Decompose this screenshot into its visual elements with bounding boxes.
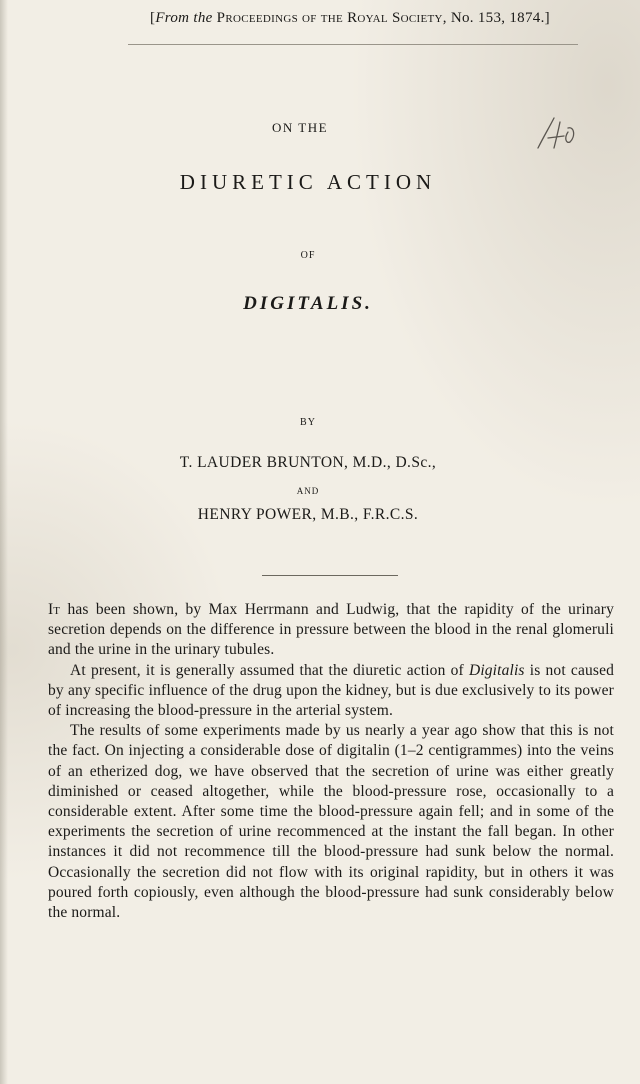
running-head-from: From the xyxy=(155,10,213,26)
paragraph-1 xyxy=(48,600,614,661)
of-label: OF xyxy=(300,250,316,261)
on-the-label: ON THE xyxy=(271,120,329,135)
paragraph-2-italic: Digitalis xyxy=(468,661,525,679)
paragraph-2-text-b: is not caused by any specific influence of the drug upon the kidney, but is due exclusively to its power of increasing the blood-pressure in the arterial system. xyxy=(48,661,614,720)
author-power: HENRY POWER, M.B., F.R.C.S. xyxy=(197,506,419,523)
paragraph-3: The results of some experiments made by us nearly a year ago show that this is not the fact. On injecting a considerable dose of digitalin (1–2 centigrammes) into the veins of an etherized dog, we have observed that the secretion of urine was either greatly diminished or ceased altogether, while the blood-pressure rose, occasionally to a considerable extent. After some time the blood-pressure again fell; and in some of the experiments the secretion of urine recommenced at the instant the fall began. In other instances it did not recommence till the blood-pressure had sunk below the normal. Occasionally the secretion did not flow with its original rapidity, but in others it was poured forth copiously, even although the blood-pressure had sunk considerably below the normal. xyxy=(48,722,614,922)
paragraph-2-text-a: At present, it is generally assumed that the diuretic action of xyxy=(70,661,469,679)
bracket-open: [ xyxy=(150,10,156,26)
paragraph-1-text: has been shown, by Max Herrmann and Ludwig, that the rapidity of the urinary secretion depends on the difference in pressure between the blood in the renal glomeruli and the urine in the urinary tubules. xyxy=(48,601,614,659)
running-head xyxy=(110,10,590,27)
handwritten-annotation xyxy=(530,108,580,158)
bracket-close: ] xyxy=(544,10,550,26)
paragraph-2 xyxy=(48,661,614,722)
and-label: AND xyxy=(296,486,320,496)
body-text xyxy=(48,600,614,923)
document-title: DIURETIC ACTION xyxy=(179,170,437,194)
paragraph-1-lead: It xyxy=(48,601,61,618)
header-rule xyxy=(128,44,578,45)
author-brunton: T. LAUDER BRUNTON, M.D., D.Sc., xyxy=(179,454,437,471)
running-head-issue: No. 153, 1874. xyxy=(450,10,545,26)
by-label: BY xyxy=(300,417,316,428)
page-edge-shadow xyxy=(0,0,8,1084)
separator-rule xyxy=(262,575,398,576)
running-head-source: Proceedings of the Royal Society, xyxy=(216,10,447,26)
document-subject: DIGITALIS. xyxy=(243,293,373,314)
